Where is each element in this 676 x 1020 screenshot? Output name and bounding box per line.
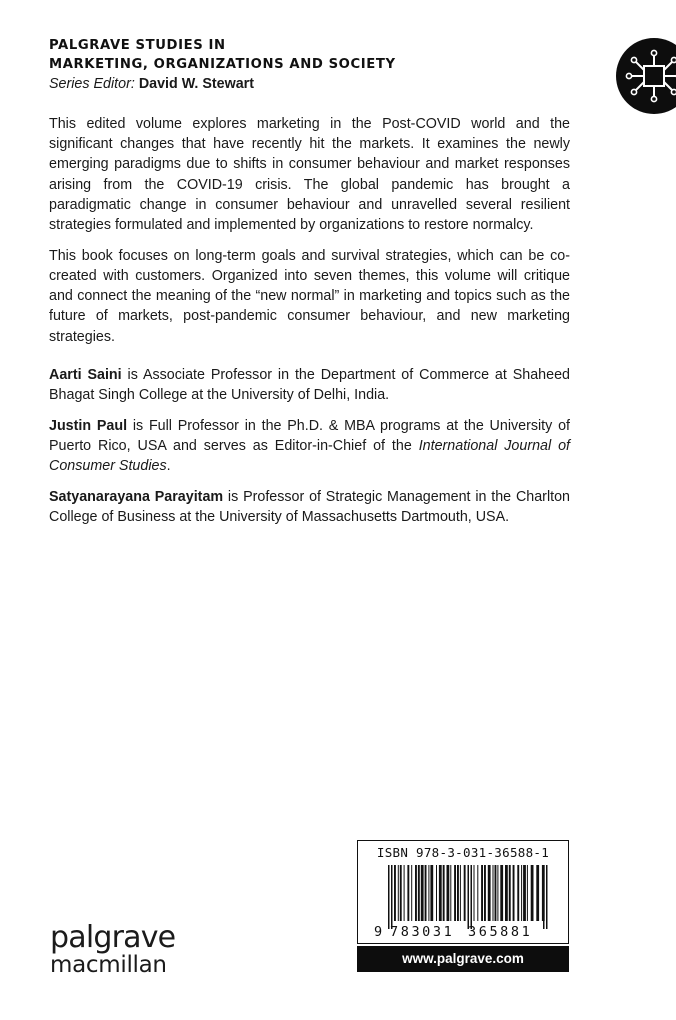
publisher-logo — [50, 920, 176, 978]
barcode-bar — [505, 865, 508, 921]
series-title-line-2: MARKETING, ORGANIZATIONS AND SOCIETY — [49, 57, 396, 72]
barcode-bar — [513, 865, 515, 921]
barcode-bar — [474, 865, 475, 921]
barcode-bar — [447, 865, 450, 921]
description-paragraph-1: This edited volume explores marketing in the Post-COVID world and the significant changes that have recently hit the markets. It examines the newly emerging paradigms due to shifts in consumer behaviour and market responses arising from the COVID-19 crisis. The global pandemic has brought a paradigmatic change in consumer behaviour and unravelled several resilient strategies formulated and implemented by organizations to restore normalcy. — [49, 116, 570, 234]
barcode-bar — [527, 865, 528, 921]
barcode-bar — [391, 865, 393, 929]
barcode-bar — [488, 865, 491, 921]
barcode-bar — [460, 865, 461, 921]
barcode-bar — [495, 865, 497, 921]
description-paragraph-2: This book focuses on long-term goals and survival strategies, which can be co-created with customers. Organized into seven themes, this volume will critique and connect the meaning of the “new normal” in marketing and topics such as the future of markets, post-pandemic consumer behaviour, and new marketing strategies. — [49, 247, 570, 345]
publisher-logo-line-2: macmillan — [50, 952, 167, 978]
barcode-bar — [509, 865, 511, 921]
barcode-bar — [418, 865, 420, 921]
barcode-bar — [521, 865, 522, 921]
barcode-bar — [430, 865, 433, 921]
barcode-bar — [454, 865, 456, 921]
barcode-digit-group-2: 365881 — [468, 924, 533, 940]
barcode-bar — [517, 865, 519, 921]
isbn-number: ISBN 978-3-031-36588-1 — [376, 845, 550, 860]
barcode-bar — [394, 865, 396, 921]
barcode-bar — [536, 865, 539, 921]
author-name: Justin Paul — [49, 417, 128, 434]
barcode-bar — [471, 865, 473, 929]
author-bio-saini — [49, 365, 570, 405]
author-name: Satyanarayana Parayitam — [49, 488, 224, 505]
series-editor-name: David W. Stewart — [138, 76, 255, 92]
barcode-bar — [457, 865, 459, 921]
barcode-bar — [543, 865, 545, 929]
barcode-bar — [400, 865, 402, 921]
barcode-digit-first: 9 — [374, 924, 383, 940]
barcode-bar — [388, 865, 390, 929]
series-editor-label: Series Editor: — [49, 76, 135, 92]
barcode-bar — [436, 865, 437, 921]
barcode-bar — [411, 865, 412, 921]
barcode-bar — [500, 865, 503, 921]
barcode-bar — [439, 865, 442, 921]
barcode-bar — [493, 865, 494, 921]
barcode-bar — [464, 865, 466, 921]
back-cover-text — [49, 114, 570, 538]
barcode-digit-group-1: 783031 — [390, 924, 455, 940]
barcode-bar — [443, 865, 445, 921]
barcode-bar — [428, 865, 429, 921]
author-bio-text: is Full Professor in the Ph.D. & MBA programs at the University of Puerto Rico, USA and serves as Editor-in-Chief of the — [49, 417, 570, 454]
author-name: Aarti Saini — [49, 366, 122, 383]
barcode-bar — [531, 865, 534, 921]
barcode-bar — [398, 865, 399, 921]
barcode-bar — [415, 865, 417, 921]
barcode-bar — [497, 865, 498, 921]
barcode-bar — [546, 865, 548, 929]
barcode-bar — [468, 865, 470, 929]
barcode-bar — [477, 865, 478, 921]
publisher-logo-line-1: palgrave — [50, 920, 176, 955]
isbn-barcode — [357, 840, 569, 944]
author-bio-text: is Associate Professor in the Department of Commerce at Shaheed Bhagat Singh College at the University of Delhi, India. — [49, 366, 570, 403]
journal-title: International Journal of Consumer Studies — [49, 437, 570, 475]
series-editor — [49, 75, 589, 94]
palgrave-circuit-icon — [616, 38, 676, 114]
series-title-line-1: PALGRAVE STUDIES IN — [49, 38, 226, 53]
author-bio-paul — [49, 416, 570, 477]
author-bio-end: . — [166, 458, 171, 475]
barcode-bar — [523, 865, 526, 921]
barcode-bar — [481, 865, 483, 921]
author-bio-text: is Professor of Strategic Management in the Charlton College of Business at the University of Massachusetts Dartmouth, USA. — [49, 488, 570, 525]
barcode-bar — [425, 865, 427, 921]
barcode-bar — [450, 865, 451, 921]
series-header — [49, 36, 589, 94]
publisher-website[interactable]: www.palgrave.com — [357, 946, 569, 972]
barcode-bar — [407, 865, 409, 921]
barcode-bar — [421, 865, 424, 921]
author-bio-parayitam — [49, 487, 570, 527]
barcode-bar — [404, 865, 405, 921]
barcode-bar — [484, 865, 486, 921]
